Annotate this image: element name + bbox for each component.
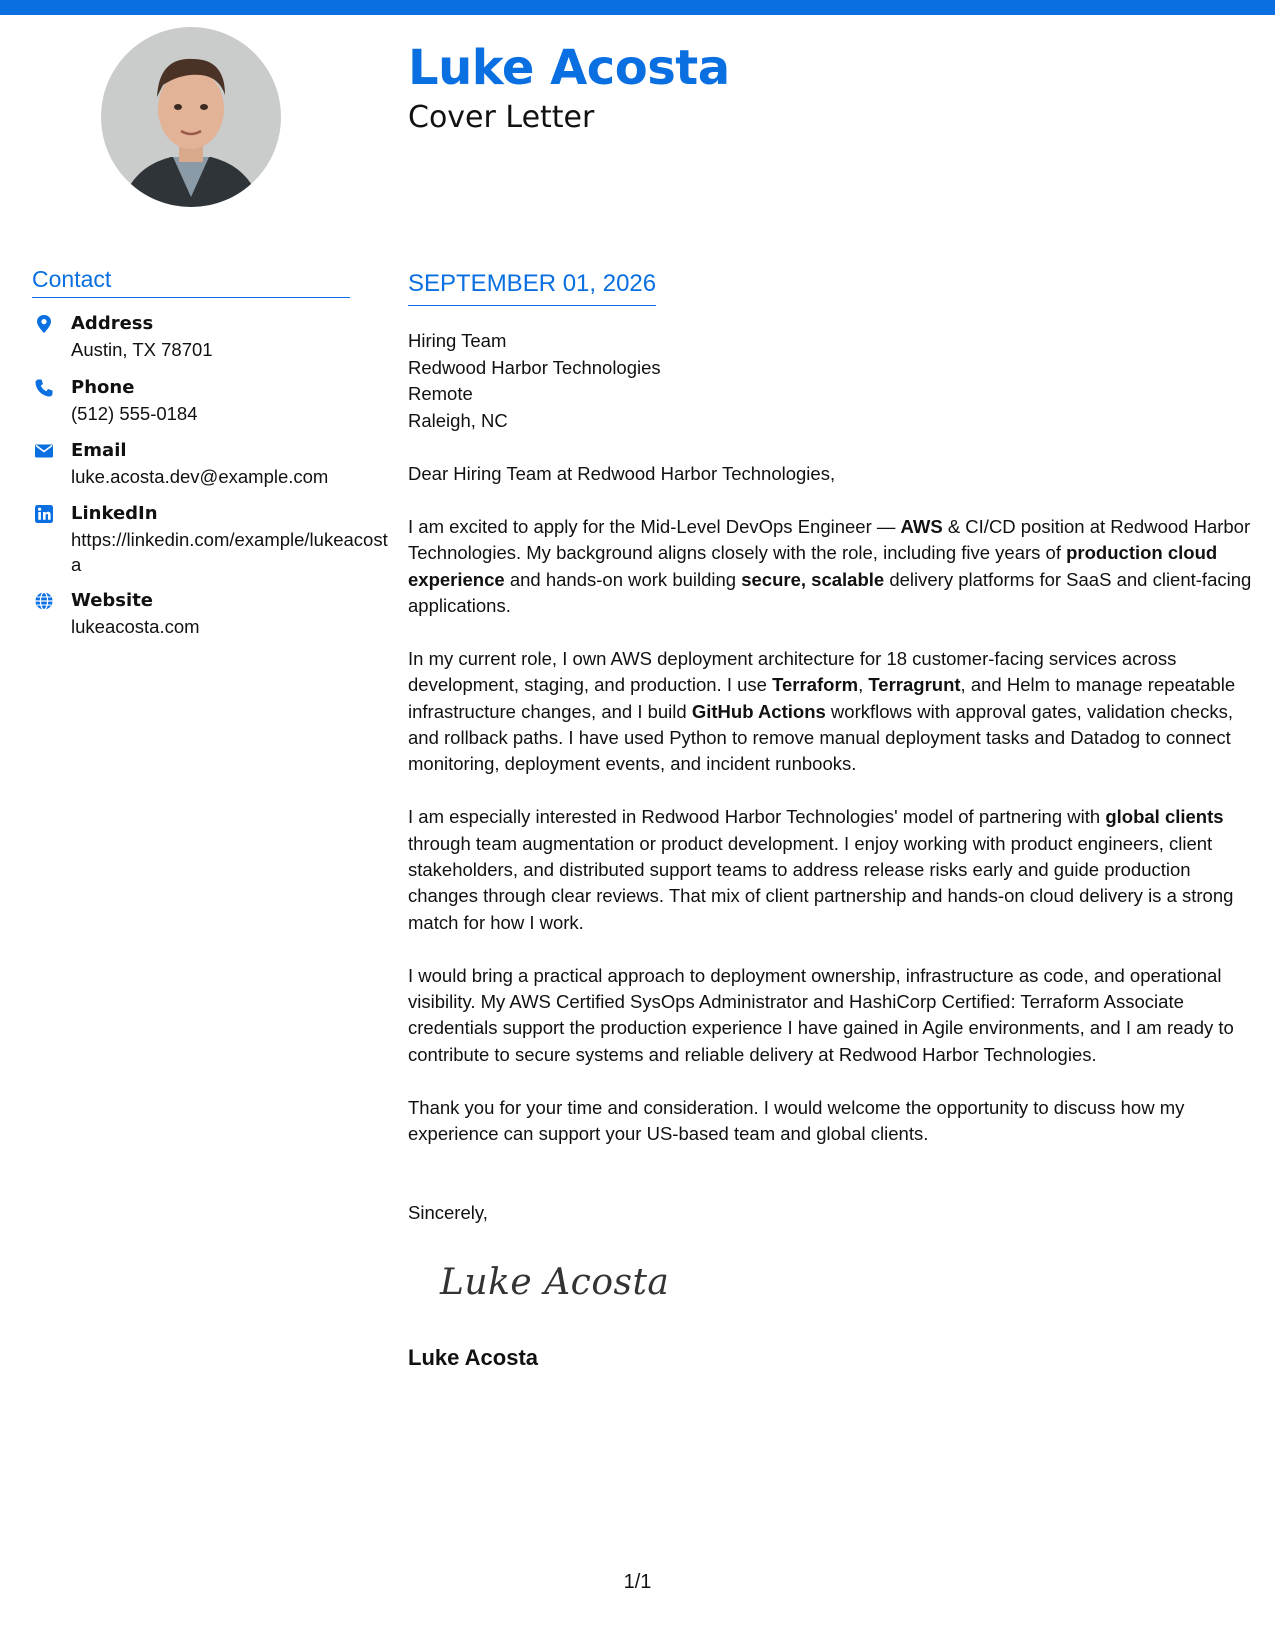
contact-label: Website: [71, 590, 154, 611]
document-type: Cover Letter: [408, 100, 595, 135]
paragraph-approach: I would bring a practical approach to deployment ownership, infrastructure as code, and operational visibility. My AWS Certified SysOps Administrator and HashiCorp Certified: Terraform Associate credentials support the production experience I have gained in Agile environments, and I am ready to contribute to secure systems and reliable delivery at Redwood Harbor Technologies.: [408, 964, 1234, 1065]
contact-label: Address: [71, 313, 154, 334]
address-value: Austin, TX 78701: [71, 339, 213, 360]
recipient-line: Remote: [408, 383, 473, 404]
phone-value: (512) 555-0184: [71, 403, 198, 424]
handwritten-signature: Luke Acosta: [440, 1262, 670, 1303]
location-pin-icon: [34, 314, 54, 334]
closing: Sincerely,: [408, 1202, 488, 1223]
email-value[interactable]: luke.acosta.dev@example.com: [71, 466, 329, 487]
globe-icon: [34, 591, 54, 611]
linkedin-value[interactable]: https://linkedin.com/example/lukeacosta: [71, 529, 388, 575]
website-value[interactable]: lukeacosta.com: [71, 616, 200, 637]
paragraph-thanks: Thank you for your time and consideration. I would welcome the opportunity to discuss how my experience can support your US-based team and global clients.: [408, 1096, 1185, 1145]
linkedin-icon: [34, 504, 54, 524]
paragraph-interest: I am especially interested in Redwood Harbor Technologies' model of partnering with global clients through team augmentation or product development. I enjoy working with product engineers, client stakeholders, and distributed support teams to address release risks early and guide production changes through clear reviews. That mix of client partnership and hands-on cloud delivery is a strong match for how I work.: [408, 806, 1234, 933]
letter-body: [408, 461, 1258, 1174]
letter-date: SEPTEMBER 01, 2026: [408, 270, 656, 306]
page-number: 1/1: [623, 1571, 652, 1593]
top-accent-bar: [0, 0, 1275, 15]
contact-label: LinkedIn: [71, 503, 158, 524]
paragraph-current-role: In my current role, I own AWS deployment architecture for 18 customer-facing services across development, staging, and production. I use Terraform, Terragrunt, and Helm to manage repeatable infrastructure changes, and I build GitHub Actions workflows with approval gates, validation checks, and rollback paths. I have used Python to remove manual deployment tasks and Datadog to connect monitoring, deployment events, and incident runbooks.: [408, 647, 1236, 775]
contact-label: Email: [71, 440, 127, 461]
recipient-line: Hiring Team: [408, 330, 507, 351]
recipient-line: Raleigh, NC: [408, 409, 508, 431]
recipient-line: Redwood Harbor Technologies: [408, 356, 661, 378]
profile-photo: [101, 27, 281, 207]
phone-icon: [34, 378, 54, 398]
email-icon: [34, 441, 54, 461]
candidate-name: Luke Acosta: [408, 40, 730, 96]
recipient-block: [408, 328, 661, 434]
paragraph-intro: I am excited to apply for the Mid-Level DevOps Engineer — AWS & CI/CD position at Redwood Harbor Technologies. My background aligns closely with the role, including five years of production cloud experience and hands-on work building secure, scalable delivery platforms for SaaS and client-facing applications.: [408, 515, 1252, 617]
contact-label: Phone: [71, 377, 135, 398]
contact-section-title: Contact: [32, 266, 350, 298]
signer-name: Luke Acosta: [408, 1345, 539, 1370]
salutation: Dear Hiring Team at Redwood Harbor Technologies,: [408, 463, 836, 484]
avatar: [101, 27, 281, 207]
